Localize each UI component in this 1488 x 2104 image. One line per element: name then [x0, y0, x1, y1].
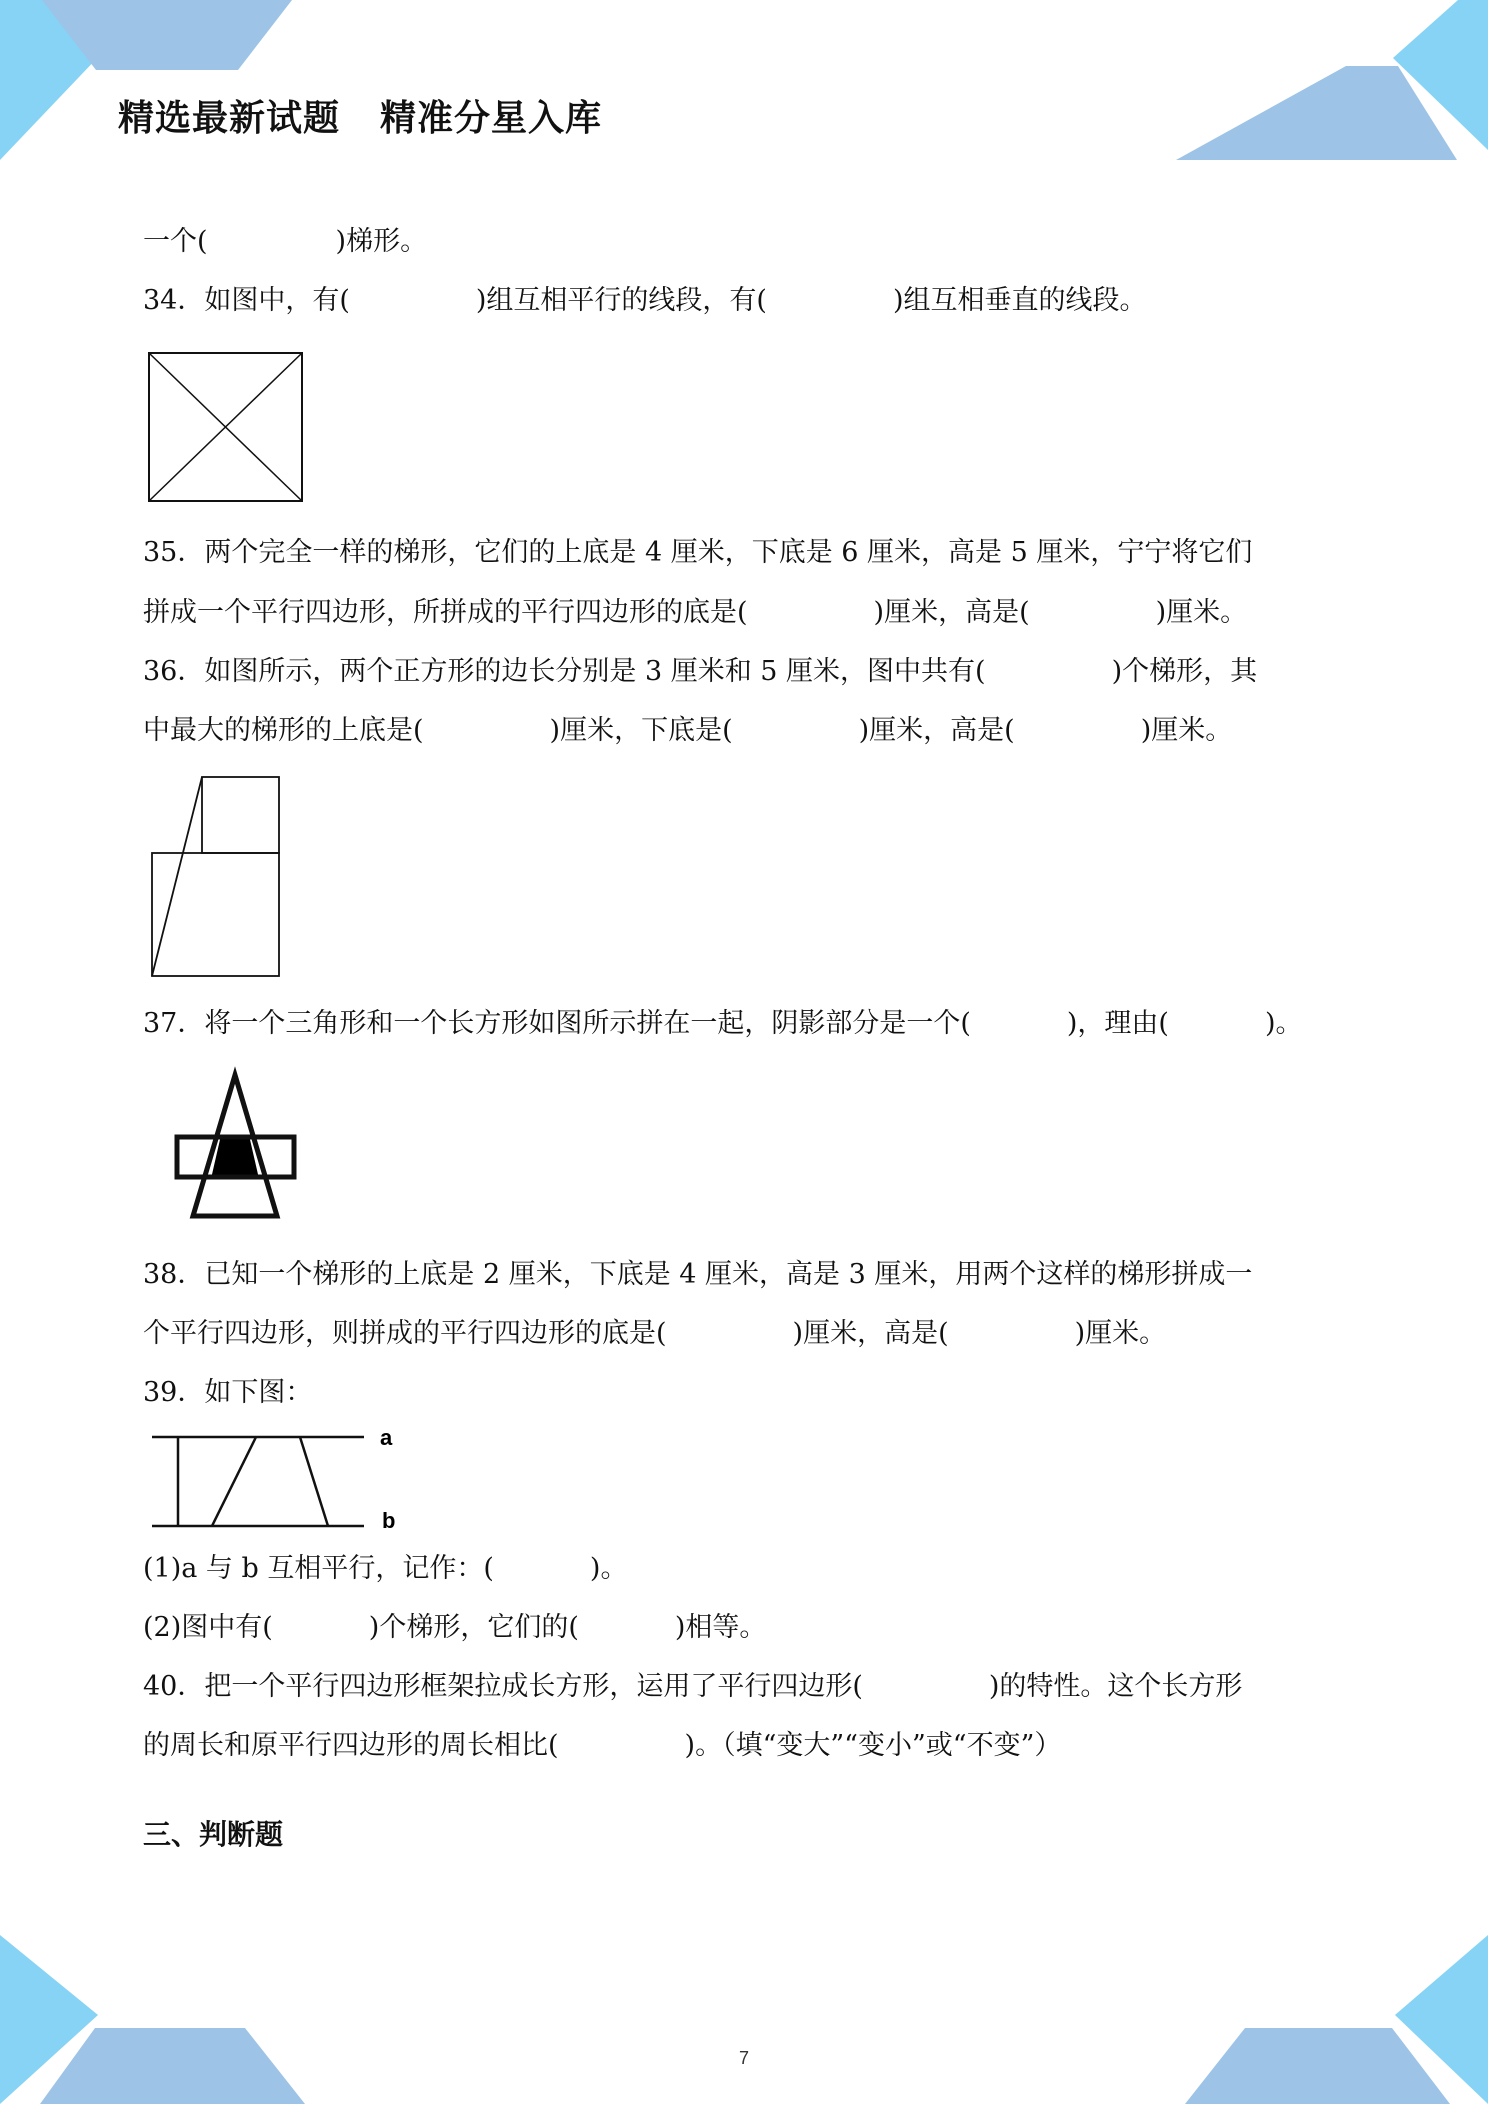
figure-39-parallel-lines [150, 1426, 410, 1536]
question-34: 34．如图中，有( )组互相平行的线段，有( )组互相垂直的线段。 [143, 285, 1147, 316]
page-number: 7 [738, 2048, 749, 2068]
question-37: 37．将一个三角形和一个长方形如图所示拼在一起，阴影部分是一个( )，理由( )。 [143, 1008, 1303, 1039]
header-title-part1: 精选最新试题 [118, 98, 341, 139]
question-38-line2: 个平行四边形，则拼成的平行四边形的底是( )厘米，高是( )厘米。 [143, 1318, 1167, 1349]
question-40-line2: 的周长和原平行四边形的周长相比( )。（填“变大”“变小”或“不变”） [143, 1730, 1062, 1761]
top-right-bar [1176, 66, 1457, 160]
question-35-line2: 拼成一个平行四边形，所拼成的平行四边形的底是( )厘米，高是( )厘米。 [143, 597, 1248, 628]
header-title [118, 90, 602, 141]
question-39-part2: (2)图中有( )个梯形，它们的( )相等。 [143, 1612, 767, 1643]
question-39: 39．如下图： [143, 1377, 313, 1408]
question-33-tail: 一个( )梯形。 [143, 226, 428, 257]
figure-34-square-diagonals [148, 352, 304, 502]
question-35-line1: 35．两个完全一样的梯形，它们的上底是 4 厘米，下底是 6 厘米，高是 5 厘米，宁宁将它们 [143, 537, 1253, 568]
question-40-line1: 40．把一个平行四边形框架拉成长方形，运用了平行四边形( )的特性。这个长方形 [143, 1671, 1243, 1702]
question-36-line1: 36．如图所示，两个正方形的边长分别是 3 厘米和 5 厘米，图中共有( )个梯形，其 [143, 656, 1258, 687]
question-36-line2: 中最大的梯形的上底是( )厘米，下底是( )厘米，高是( )厘米。 [143, 715, 1233, 746]
question-39-part1: (1)a 与 b 互相平行，记作：( )。 [143, 1553, 628, 1584]
header-title-part2: 精准分星入库 [380, 98, 603, 139]
section-title: 三、判断题 [143, 1818, 284, 1851]
figure-36-two-squares [150, 776, 282, 978]
line-label-b: b [382, 1508, 396, 1533]
figure-37-triangle-rectangle [172, 1072, 298, 1220]
line-label-a: a [380, 1425, 393, 1450]
question-38-line1: 38．已知一个梯形的上底是 2 厘米，下底是 4 厘米，高是 3 厘米，用两个这样的梯形拼成一 [143, 1259, 1253, 1290]
